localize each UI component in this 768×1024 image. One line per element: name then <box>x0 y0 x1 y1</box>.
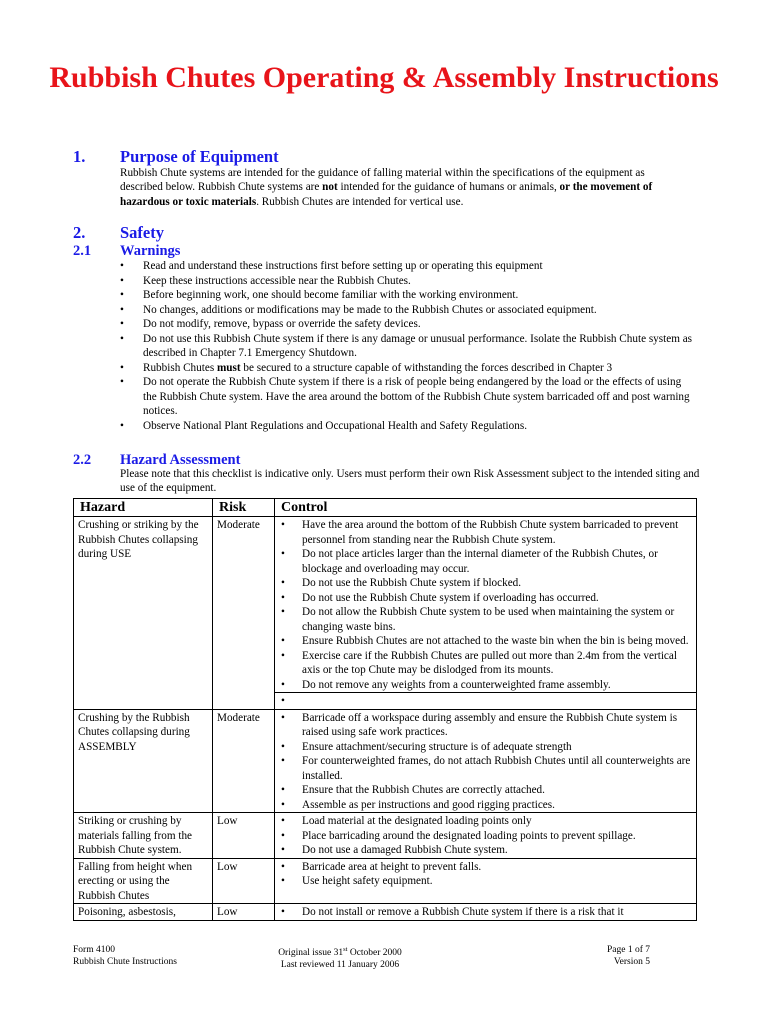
list-item-must <box>120 361 695 376</box>
hazard-table <box>73 498 697 921</box>
table-row <box>74 709 697 813</box>
list-item: • Ensure attachment/securing structure is of adequate strength <box>279 740 692 755</box>
issue-post: October 2000 <box>347 948 402 959</box>
control-cell <box>275 709 697 813</box>
purpose-text-2: intended for the guidance of humans or animals, <box>337 181 560 194</box>
control-cell <box>275 904 697 921</box>
list-item: • Do not modify, remove, bypass or override the safety devices. <box>120 317 695 332</box>
section-title: Warnings <box>120 243 181 259</box>
table-row <box>74 517 697 693</box>
list-item: • Have the area around the bottom of the Rubbish Chute system barricaded to prevent personnel from standing near the Rubbish Chute system. <box>279 518 692 547</box>
footer-right <box>540 944 650 968</box>
table-row <box>74 858 697 904</box>
list-item: • Do not place articles larger than the internal diameter of the Rubbish Chutes, or blockage and overloading may occur. <box>279 547 692 576</box>
list-item: • Do not use this Rubbish Chute system if there is any damage or unusual performance. Isolate the Rubbish Chute system as described in Chapter 7.1 Emergency Shutdown. <box>120 332 695 361</box>
section-title: Safety <box>120 223 164 242</box>
risk-cell: Low <box>213 858 275 904</box>
purpose-hazardous-bold: or the movement of hazardous or toxic materials <box>120 181 653 208</box>
section-number: 2. <box>73 223 86 242</box>
section-number: 2.2 <box>73 452 92 468</box>
risk-cell: Low <box>213 813 275 859</box>
hazard-cell: Falling from height when erecting or using the Rubbish Chutes <box>74 858 213 904</box>
original-issue-date <box>240 944 440 959</box>
list-item: • Do not use the Rubbish Chute system if overloading has occurred. <box>279 591 692 606</box>
table-row <box>74 813 697 859</box>
list-item: • For counterweighted frames, do not attach Rubbish Chutes until all counterweights are installed. <box>279 754 692 783</box>
list-item: • Before beginning work, one should become familiar with the working environment. <box>120 288 695 303</box>
purpose-not-bold: not <box>322 181 338 194</box>
list-item: • Assemble as per instructions and good rigging practices. <box>279 798 692 813</box>
column-header: Risk <box>213 499 275 517</box>
list-item: • Do not operate the Rubbish Chute system if there is a risk of people being endangered by the load or the effects of using the Rubbish Chute system. Have the area around the bottom of the Rubbish Chute system barricaded off and post warning notices. <box>120 375 695 419</box>
purpose-text-3: . Rubbish Chutes are intended for vertical use. <box>256 195 464 208</box>
list-item: • No changes, additions or modifications may be made to the Rubbish Chutes or associated equipment. <box>120 303 695 318</box>
control-cell <box>275 517 697 693</box>
last-reviewed-date: Last reviewed 11 January 2006 <box>280 960 400 971</box>
control-cell <box>275 693 697 710</box>
must-before: Rubbish Chutes <box>143 361 217 374</box>
section-number: 2.1 <box>73 243 92 259</box>
form-number: Form 4100 <box>73 945 115 955</box>
list-item: • Place barricading around the designated loading points to prevent spillage. <box>279 829 692 844</box>
hazard-cell: Crushing by the Rubbish Chutes collapsing during ASSEMBLY <box>74 709 213 813</box>
list-item: • Do not use the Rubbish Chute system if blocked. <box>279 576 692 591</box>
list-item: • Ensure that the Rubbish Chutes are correctly attached. <box>279 783 692 798</box>
list-item: • Do not use a damaged Rubbish Chute system. <box>279 843 692 858</box>
footer-center <box>240 944 440 971</box>
purpose-paragraph <box>120 166 690 209</box>
hazard-intro: Please note that this checklist is indicative only. Users must perform their own Risk Assessment subject to the intended siting and use of the equipment. <box>120 468 700 495</box>
must-after: be secured to a structure capable of withstanding the forces described in Chapter 3 <box>240 361 613 374</box>
list-item: • Barricade area at height to prevent falls. <box>279 860 692 875</box>
hazard-cell: Poisoning, asbestosis, <box>74 904 213 921</box>
section-number: 1. <box>73 147 86 166</box>
document-name: Rubbish Chute Instructions <box>73 957 177 967</box>
section-title: Purpose of Equipment <box>120 147 279 166</box>
section-title: Hazard Assessment <box>120 452 241 468</box>
issue-sup: st <box>343 946 348 953</box>
list-item: • Ensure Rubbish Chutes are not attached to the waste bin when the bin is being moved. <box>279 634 692 649</box>
risk-cell: Moderate <box>213 517 275 710</box>
list-item: • Load material at the designated loading points only <box>279 814 692 829</box>
document-title: Rubbish Chutes Operating & Assembly Instructions <box>49 61 719 94</box>
list-item: • Do not allow the Rubbish Chute system to be used when maintaining the system or changing waste bins. <box>279 605 692 634</box>
list-item: • Read and understand these instructions first before setting up or operating this equipment <box>120 259 695 274</box>
footer-left <box>73 944 177 968</box>
page-number: Page 1 of 7 <box>606 945 650 955</box>
risk-cell: Moderate <box>213 709 275 813</box>
version-number: Version 5 <box>613 957 650 967</box>
list-item: • Barricade off a workspace during assembly and ensure the Rubbish Chute system is raised using safe work practices. <box>279 711 692 740</box>
warnings-list <box>120 259 695 433</box>
purpose-text-1: Rubbish Chute systems are intended for the guidance of falling material within the specifications of the equipment as described below. Rubbish Chute systems are <box>120 167 645 194</box>
hazard-cell: Striking or crushing by materials falling from the Rubbish Chute system. <box>74 813 213 859</box>
control-cell <box>275 858 697 904</box>
column-header: Control <box>275 499 697 517</box>
risk-cell: Low <box>213 904 275 921</box>
list-item: • Use height safety equipment. <box>279 874 692 889</box>
table-header-row <box>74 499 697 517</box>
list-item: • Keep these instructions accessible near the Rubbish Chutes. <box>120 274 695 289</box>
hazard-cell: Crushing or striking by the Rubbish Chutes collapsing during USE <box>74 517 213 710</box>
issue-pre: Original issue 31 <box>278 948 344 959</box>
table-row <box>74 904 697 921</box>
list-item: • Observe National Plant Regulations and Occupational Health and Safety Regulations. <box>120 419 695 434</box>
empty-list-item <box>279 694 692 709</box>
must-bold: must <box>216 361 241 374</box>
column-header: Hazard <box>74 499 213 517</box>
list-item: • Do not install or remove a Rubbish Chute system if there is a risk that it <box>279 905 692 920</box>
list-item: • Do not remove any weights from a counterweighted frame assembly. <box>279 678 692 693</box>
control-cell <box>275 813 697 859</box>
list-item: • Exercise care if the Rubbish Chutes are pulled out more than 2.4m from the vertical axis or the top Chute may be dislodged from its mounts. <box>279 649 692 678</box>
